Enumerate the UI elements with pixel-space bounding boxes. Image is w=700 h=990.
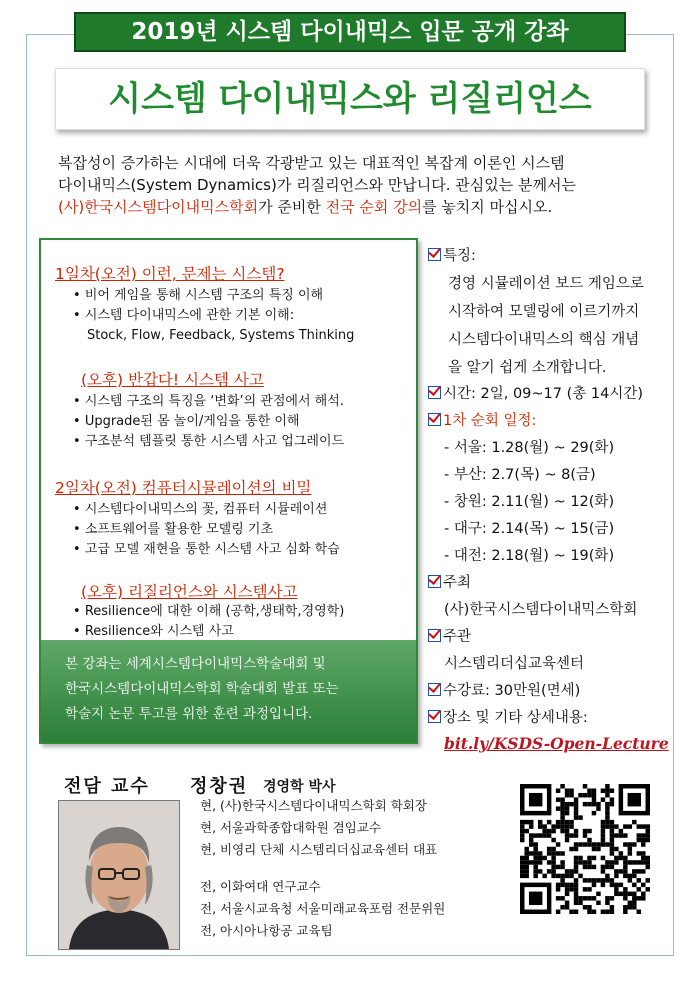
list-item: • 시스템 다이내믹스에 관한 기본 이해: — [73, 306, 354, 326]
day1-am-heading: 1일차(오전) 이런, 문제는 시스템? — [55, 265, 285, 283]
list-item: • 비어 게임을 통해 시스템 구조의 특징 이해 — [73, 286, 354, 306]
host-name: (사)한국시스템다이내믹스학회 — [444, 602, 638, 618]
day2-pm-heading: (오후) 리질리언스와 시스템사고 — [81, 583, 298, 601]
host-label: 주최 — [443, 575, 472, 591]
list-item: • 소프트웨어를 활용한 모델링 기초 — [73, 520, 340, 540]
list-item: • Resilience에 대한 이해 (공학,생태학,경영학) — [73, 602, 344, 622]
checkbox-check-icon — [428, 629, 441, 642]
intro-text-end: 를 놓치지 마십시오. — [422, 198, 553, 216]
list-item: • 시스템다이내믹스의 꽃, 컴퓨터 시뮬레이션 — [73, 500, 340, 520]
checkbox-check-icon — [428, 386, 441, 399]
bio-former-3: 전, 아시아나항공 교육팀 — [200, 923, 333, 938]
feature-text-1: 경영 시뮬레이션 보드 게임으로 — [448, 276, 644, 292]
professor-name: 정창권 — [190, 776, 249, 797]
course-banner: 2019년 시스템 다이내믹스 입문 공개 강좌 — [74, 12, 626, 52]
qr-code-icon[interactable] — [520, 784, 650, 914]
list-item: • 구조분석 템플릿 통한 시스템 사고 업그레이드 — [73, 432, 344, 452]
feature-text-3: 시스템다이내믹스의 핵심 개념 — [448, 332, 640, 348]
time-row — [428, 382, 643, 403]
schedule-busan: - 부산: 2.7(목) ~ 8(금) — [444, 467, 596, 483]
schedule-changwon: - 창원: 2.11(월) ~ 12(화) — [444, 494, 615, 510]
organizer-label: 주관 — [443, 629, 472, 645]
checkbox-check-icon — [428, 413, 441, 426]
day1-pm-heading: (오후) 반갑다! 시스템 사고 — [81, 371, 264, 389]
venue-label: 장소 및 기타 상세내용: — [443, 710, 588, 726]
intro-paragraph — [58, 152, 658, 218]
checkbox-check-icon — [428, 683, 441, 696]
list-item: • 고급 모델 재현을 통한 시스템 사고 심화 학습 — [73, 540, 340, 560]
bio-current-2: 현, 서울과학종합대학원 겸임교수 — [200, 820, 381, 835]
fee-text: 수강료: 30만원(면세) — [443, 683, 581, 699]
host-row — [428, 571, 471, 592]
intro-line-3 — [58, 196, 658, 218]
professor-degree: 경영학 박사 — [263, 779, 336, 795]
time-text: 시간: 2일, 09~17 (총 14시간) — [443, 386, 644, 402]
bio-current-3: 현, 비영리 단체 시스템리더십교육센터 대표 — [200, 842, 438, 857]
fee-row — [428, 679, 580, 700]
tour-lecture-highlight: 전국 순회 강의 — [325, 198, 423, 216]
list-item: • 시스템 구조의 특징을 ‘변화’의 관점에서 해석. — [73, 392, 344, 412]
society-name: (사)한국시스템다이내믹스학회 — [58, 198, 259, 216]
feature-text-2: 시작하여 모델링에 이르기까지 — [448, 304, 640, 320]
checkbox-check-icon — [428, 710, 441, 723]
curriculum-footer-note — [41, 640, 416, 742]
intro-line-2: 다이내믹스(System Dynamics)가 리질리언스와 만납니다. 관심있는 분께서는 — [58, 176, 576, 194]
checkbox-check-icon — [428, 575, 441, 588]
bio-current-1: 현, (사)한국시스템다이내믹스학회 학회장 — [200, 798, 427, 813]
day2-pm-list — [73, 602, 344, 642]
schedule-label: 1차 순회 일정: — [443, 413, 537, 429]
bio-former-2: 전, 서울시교육청 서울미래교육포럼 전문위원 — [200, 901, 446, 916]
day1-pm-list — [73, 392, 344, 452]
organizer-name: 시스템리더십교육센터 — [444, 656, 585, 672]
bio-former-1: 전, 이화여대 연구교수 — [200, 879, 321, 894]
schedule-seoul: - 서울: 1.28(월) ~ 29(화) — [444, 440, 615, 456]
schedule-row — [428, 409, 536, 430]
intro-line-1: 복잡성이 증가하는 시대에 더욱 각광받고 있는 대표적인 복잡계 이론인 시스템 — [58, 154, 565, 172]
venue-link-row — [444, 734, 669, 753]
footer-line-1: 본 강좌는 세계시스템다이내믹스학술대회 및 — [65, 656, 326, 672]
feature-row — [428, 244, 476, 265]
footer-line-3: 학술지 논문 투고를 위한 훈련 과정입니다. — [65, 706, 313, 722]
feature-text-4: 을 알기 쉽게 소개합니다. — [448, 360, 607, 376]
portrait-image — [59, 801, 179, 949]
organizer-row — [428, 625, 471, 646]
list-item: • Upgrade된 몸 놀이/게임을 통한 이해 — [73, 412, 344, 432]
day2-am-list — [73, 500, 340, 560]
professor-role: 전담 교수 — [64, 776, 150, 797]
list-item-continued: Stock, Flow, Feedback, Systems Thinking — [87, 328, 355, 343]
list-item: • Resilience와 시스템 사고 — [73, 622, 344, 642]
curriculum-box — [39, 238, 418, 744]
schedule-daejeon: - 대전: 2.18(월) ~ 19(화) — [444, 548, 615, 564]
intro-text: 가 준비한 — [258, 198, 326, 216]
day1-am-list — [73, 286, 354, 346]
page-title: 시스템 다이내믹스와 리질리언스 — [55, 68, 645, 130]
day2-am-heading: 2일차(오전) 컴퓨터시뮬레이션의 비밀 — [55, 479, 312, 497]
professor-photo — [58, 800, 180, 950]
schedule-daegu: - 대구: 2.14(목) ~ 15(금) — [444, 521, 615, 537]
footer-line-2: 한국시스템다이내믹스학회 학술대회 발표 또는 — [65, 681, 339, 697]
venue-row — [428, 706, 588, 727]
feature-label: 특징: — [443, 248, 476, 264]
checkbox-check-icon — [428, 248, 441, 261]
details-link[interactable]: bit.ly/KSDS-Open-Lecture — [444, 734, 669, 753]
